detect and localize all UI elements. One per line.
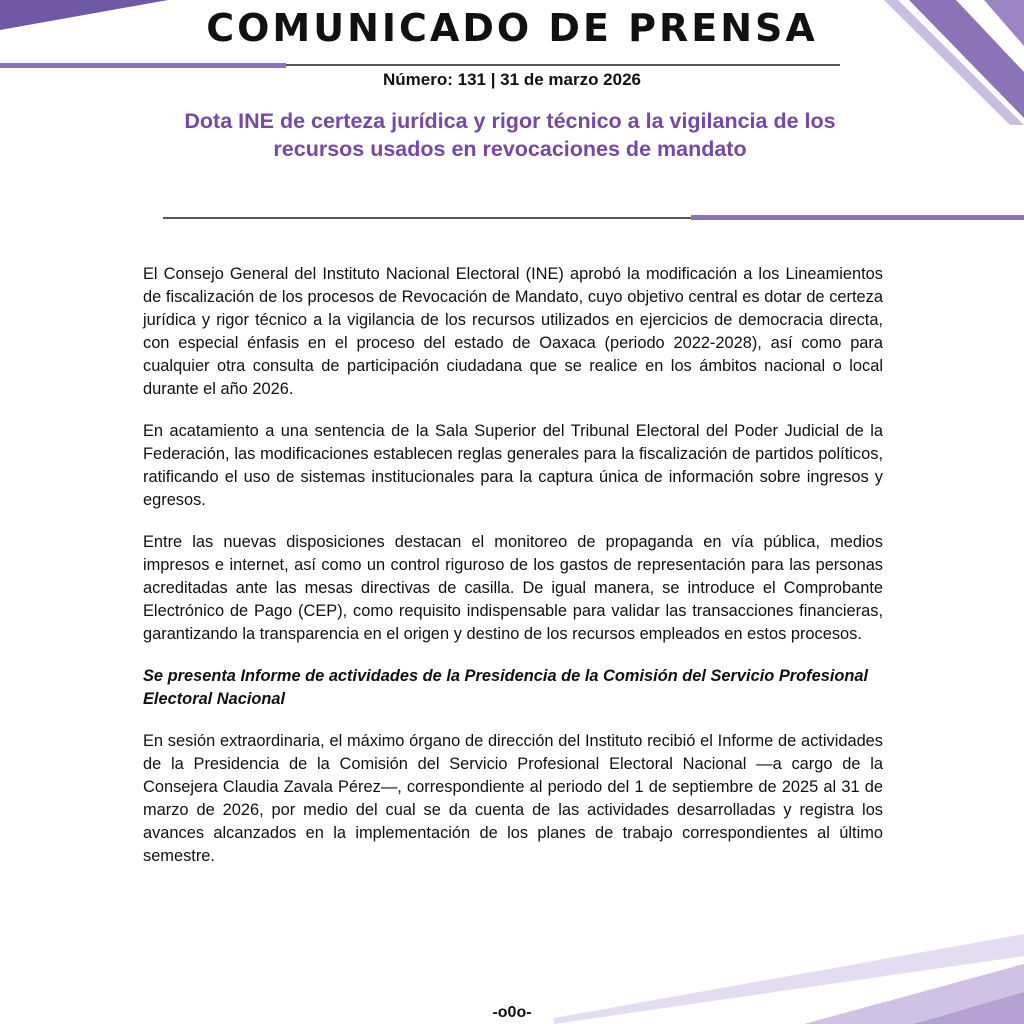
paragraph-3: Entre las nuevas disposiciones destacan el monitoreo de propaganda en vía pública, medios impresos e internet, así como un control riguroso de los gastos de representación para las personas acreditadas ante las mesas directivas de casilla. De igual manera, se introduce el Comprobante Electrónico de Pago (CEP), como requisito indispensable para validar las transacciones financieras, garantizando la transparencia en el origen y destino de los recursos empleados en estos procesos.	[143, 533, 883, 643]
bulletin-number-date: Número: 131 | 31 de marzo 2026	[383, 70, 641, 89]
page-title: COMUNICADO DE PRENSA	[206, 6, 818, 50]
divider-rule	[163, 217, 691, 219]
section-subheading: Se presenta Informe de actividades de la Presidencia de la Comisión del Servicio Profesional Electoral Nacional	[143, 667, 869, 708]
header-rule-accent	[0, 63, 286, 68]
paragraph-2: En acatamiento a una sentencia de la Sala Superior del Tribunal Electoral del Poder Judicial de la Federación, las modificaciones establecen reglas generales para la fiscalización de partidos políticos, ratificando el uso de sistemas institucionales para la captura única de información sobre ingresos y egresos.	[143, 422, 883, 509]
article-body	[143, 263, 883, 887]
paragraph-4: En sesión extraordinaria, el máximo órgano de dirección del Instituto recibió el Informe de actividades de la Presidencia de la Comisión del Servicio Profesional Electoral Nacional —a cargo de la Consejera Claudia Zavala Pérez—, correspondiente al periodo del 1 de septiembre de 2025 al 31 de marzo de 2026, por medio del cual se da cuenta de las actividades desarrolladas y registra los avances alcanzados en la implementación de los planes de trabajo correspondientes al último semestre.	[143, 732, 883, 865]
divider-rule-accent	[691, 215, 1024, 220]
closing-mark: -o0o-	[492, 1004, 532, 1021]
headline: Dota INE de certeza jurídica y rigor técnico a la vigilancia de los recursos usados en revocaciones de mandato	[184, 109, 836, 161]
paragraph-1: El Consejo General del Instituto Nacional Electoral (INE) aprobó la modificación a los Lineamientos de fiscalización de los procesos de Revocación de Mandato, cuyo objetivo central es dotar de certeza jurídica y rigor técnico a la vigilancia de los recursos utilizados en ejercicios de democracia directa, con especial énfasis en el proceso del estado de Oaxaca (periodo 2022-2028), así como para cualquier otra consulta de participación ciudadana que se realice en los ámbitos nacional o local durante el año 2026.	[143, 265, 883, 398]
header-rule	[286, 64, 840, 66]
